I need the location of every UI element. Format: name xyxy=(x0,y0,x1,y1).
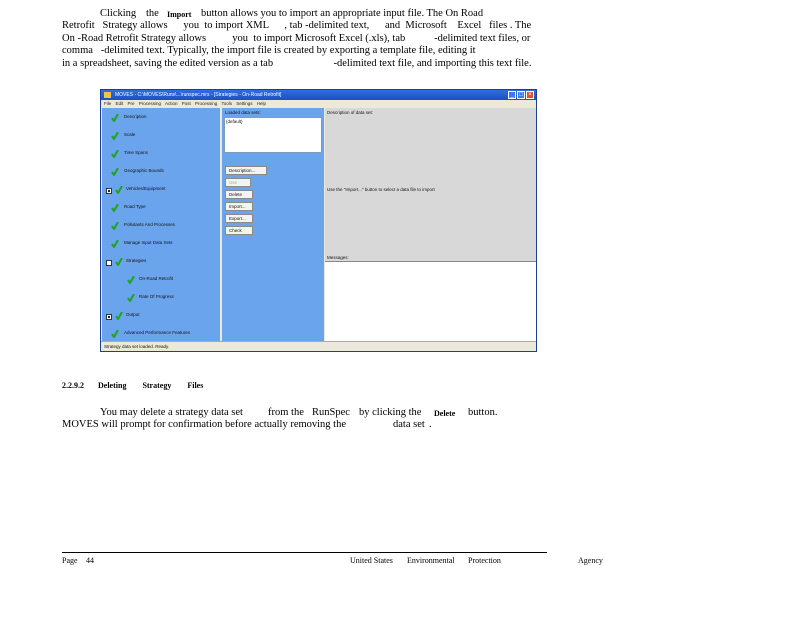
checkmark-icon xyxy=(111,222,119,230)
nav-item-description[interactable]: Description xyxy=(124,114,147,119)
text-line2: Retrofit Strategy allows you to import XML , tab -delimited text, and Microsoft Excel files . The xyxy=(62,20,532,32)
checkmark-icon xyxy=(115,312,123,320)
delete-keyword: Delete xyxy=(434,409,456,418)
delete-button[interactable]: Delete xyxy=(225,190,253,199)
text-delete-f: MOVES will prompt for confirmation before actually removing the xyxy=(62,419,347,431)
nav-item-vehicles-equipment[interactable]: Vehicles/Equipment xyxy=(126,186,166,191)
checkmark-icon xyxy=(127,294,135,302)
expand-box[interactable] xyxy=(106,260,112,266)
footer-org-environmental: Environmental xyxy=(407,556,455,565)
nav-item-rate-of-progress[interactable]: Rate Of Progress xyxy=(139,294,174,299)
status-bar: Strategy data set loaded. Ready. xyxy=(101,341,536,351)
messages-box[interactable] xyxy=(325,261,536,342)
text-delete-d: by clicking the xyxy=(359,407,422,418)
paragraph-delete xyxy=(62,407,542,432)
heading-word-files: Files xyxy=(187,381,204,390)
footer-page-number: 44 xyxy=(86,556,94,565)
section-heading xyxy=(62,381,203,390)
description-panel xyxy=(325,108,536,342)
text-delete-e: button. xyxy=(468,407,498,418)
footer-org-agency: Agency xyxy=(578,556,603,565)
nav-item-on-road-retrofit[interactable]: On-Road Retrofit xyxy=(139,276,174,281)
expand-box[interactable] xyxy=(106,314,112,320)
app-icon xyxy=(104,92,111,98)
import-button[interactable]: Import... xyxy=(225,202,253,211)
text-delete-c: RunSpec xyxy=(312,407,350,418)
footer-page-label: Page xyxy=(62,556,78,565)
footer-org-united-states: United States xyxy=(350,556,393,565)
checkmark-icon xyxy=(127,276,135,284)
maximize-icon[interactable]: □ xyxy=(517,91,525,99)
menu-bar[interactable]: File Edit Pre Processing Action Post Processing Tools Settings Help xyxy=(104,101,266,106)
navigation-panel xyxy=(102,108,220,342)
text-line5: in a spreadsheet, saving the edited version as a tab -delimited text file, and importing this text file. xyxy=(62,57,532,69)
nav-item-advanced-performance[interactable]: Advanced Performance Features xyxy=(124,330,191,335)
list-item[interactable]: (default) xyxy=(226,119,243,124)
loaded-data-sets-label: Loaded data sets: xyxy=(225,110,261,115)
loaded-data-sets-list[interactable] xyxy=(224,117,322,153)
nav-item-pollutants-processes[interactable]: Pollutants And Processes xyxy=(124,222,176,227)
checkmark-icon xyxy=(115,258,123,266)
footer-org-protection: Protection xyxy=(468,556,501,565)
paragraph-import xyxy=(62,8,532,70)
moves-window-screenshot xyxy=(100,89,537,352)
description-label: Description of data set: xyxy=(327,110,374,115)
checkmark-icon xyxy=(111,168,119,176)
text-line4: comma -delimited text. Typically, the import file is created by exporting a template file, editing it xyxy=(62,45,476,57)
use-button[interactable]: Use xyxy=(225,178,251,187)
nav-item-strategies[interactable]: Strategies xyxy=(126,258,147,263)
footer-rule xyxy=(62,552,547,553)
nav-item-road-type[interactable]: Road Type xyxy=(124,204,146,209)
text-line1-rest: button allows you to import an appropriate input file. The On Road xyxy=(201,8,484,19)
messages-label: Messages: xyxy=(327,255,349,260)
nav-item-geographic-bounds[interactable]: Geographic Bounds xyxy=(124,168,164,173)
close-icon[interactable]: × xyxy=(526,91,534,99)
import-keyword: Import xyxy=(167,10,192,19)
heading-word-deleting: Deleting xyxy=(98,381,127,390)
text-the: the xyxy=(146,8,159,19)
window-title: MOVES - C:\MOVES\Runs\...\runspec.mrs - [Strategies - On-Road Retrofit] xyxy=(115,92,282,98)
export-button[interactable]: Export... xyxy=(225,214,253,223)
checkmark-icon xyxy=(115,186,123,194)
text-delete-a: You may delete a strategy data set xyxy=(100,407,243,418)
checkmark-icon xyxy=(111,150,119,158)
minimize-icon[interactable]: _ xyxy=(508,91,516,99)
text-delete-h: . xyxy=(429,419,432,431)
text-clicking: Clicking xyxy=(100,8,137,19)
window-titlebar xyxy=(101,90,536,100)
text-delete-g: data set xyxy=(393,419,425,431)
heading-word-strategy: Strategy xyxy=(142,381,172,390)
data-set-panel xyxy=(222,108,324,342)
description-button[interactable]: Description... xyxy=(225,166,267,175)
checkmark-icon xyxy=(111,204,119,212)
text-line3: On -Road Retrofit Strategy allows you to import Microsoft Excel (.xls), tab -delimited text files, or xyxy=(62,32,531,44)
checkmark-icon xyxy=(111,114,119,122)
nav-item-time-spans[interactable]: Time Spans xyxy=(124,150,148,155)
check-button[interactable]: Check xyxy=(225,226,253,235)
checkmark-icon xyxy=(111,330,119,338)
expand-box[interactable] xyxy=(106,188,112,194)
nav-item-manage-input-data-sets[interactable]: Manage Input Data Sets xyxy=(124,240,173,245)
checkmark-icon xyxy=(111,240,119,248)
nav-item-output[interactable]: Output xyxy=(126,312,140,317)
import-hint: Use the "Import..." button to select a data file to import xyxy=(327,187,435,192)
checkmark-icon xyxy=(111,132,119,140)
section-number: 2.2.9.2 xyxy=(62,381,84,390)
text-delete-b: from the xyxy=(268,407,304,418)
nav-item-scale[interactable]: Scale xyxy=(124,132,136,137)
